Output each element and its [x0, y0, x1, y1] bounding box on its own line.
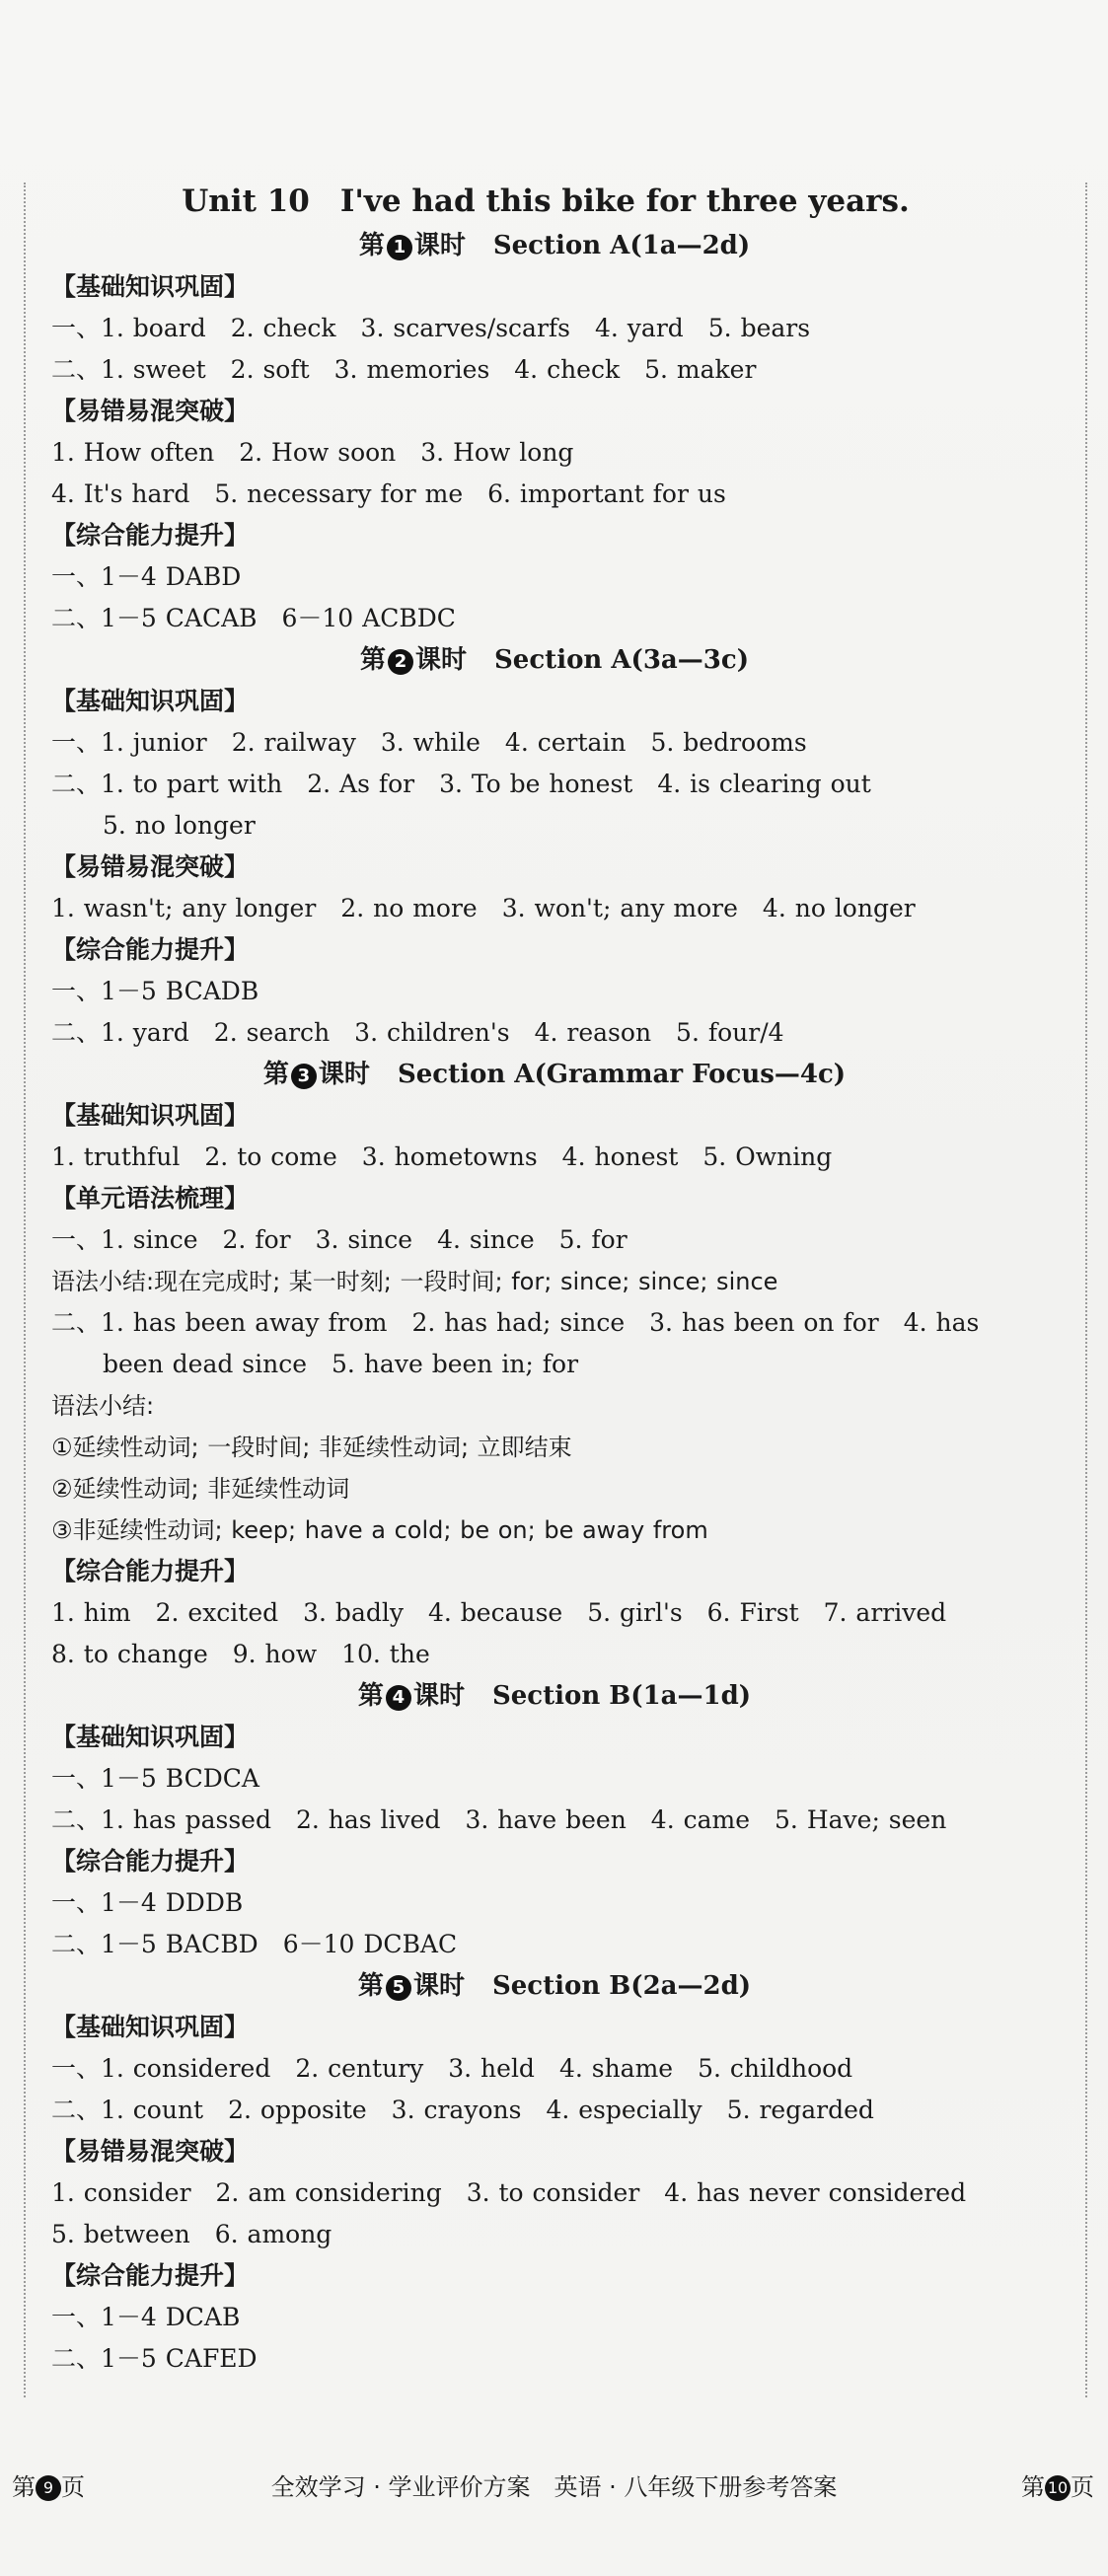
- lesson-number-badge: 3: [291, 1064, 317, 1089]
- answer-line: 二、1. count 2. opposite 3. crayons 4. especially 5. regarded: [51, 2096, 874, 2124]
- lesson-section-label: Section A(3a—3c): [494, 645, 749, 675]
- answer-line: 一、1. board 2. check 3. scarves/scarfs 4. yard 5. bears: [51, 314, 811, 342]
- answer-line: 二、1. yard 2. search 3. children's 4. reason 5. four/4: [51, 1018, 784, 1047]
- grammar-summary-line: 语法小结:现在完成时; 某一时刻; 一段时间; for; since; since; since: [51, 1268, 778, 1295]
- exercise-section-heading: 【综合能力提升】: [51, 521, 250, 550]
- right-dotted-margin-line: [1085, 183, 1087, 2397]
- answer-line: 二、1. has passed 2. has lived 3. have been 4. came 5. Have; seen: [51, 1805, 947, 1834]
- answer-line: been dead since 5. have been in; for: [103, 1350, 579, 1378]
- answer-line: 一、1. junior 2. railway 3. while 4. certain 5. bedrooms: [51, 728, 807, 757]
- lesson-suffix: 课时: [412, 1681, 465, 1711]
- answer-line: 二、1－5 BACBD 6－10 DCBAC: [51, 1930, 458, 1958]
- lesson-suffix: 课时: [318, 1060, 370, 1089]
- exercise-section-heading: 【综合能力提升】: [51, 1557, 250, 1585]
- footer-right-num-badge: 10: [1045, 2475, 1071, 2501]
- answer-line: 4. It's hard 5. necessary for me 6. important for us: [51, 479, 726, 508]
- answer-line: 一、1－4 DABD: [51, 562, 242, 591]
- answer-line: 1. him 2. excited 3. badly 4. because 5. girl's 6. First 7. arrived: [51, 1598, 947, 1627]
- lesson-section-label: Section A(Grammar Focus—4c): [397, 1060, 847, 1089]
- lesson-section-label: Section A(1a—2d): [492, 231, 751, 260]
- exercise-section-heading: 【综合能力提升】: [51, 935, 250, 964]
- answer-content: [51, 178, 1058, 2380]
- lesson-heading: [51, 1965, 1058, 2007]
- answer-line: 二、1. sweet 2. soft 3. memories 4. check 5. maker: [51, 355, 757, 384]
- lesson-suffix: 课时: [413, 231, 466, 260]
- footer-left-num-badge: 9: [36, 2475, 61, 2501]
- answer-line: 5. no longer: [103, 811, 256, 840]
- answer-line: 一、1. considered 2. century 3. held 4. shame 5. childhood: [51, 2054, 853, 2083]
- exercise-section-heading: 【易错易混突破】: [51, 397, 250, 425]
- answer-line: 5. between 6. among: [51, 2220, 332, 2248]
- lesson-number-badge: 2: [388, 649, 413, 675]
- exercise-section-heading: 【基础知识巩固】: [51, 272, 250, 301]
- lesson-section-label: Section B(1a—1d): [491, 1681, 752, 1711]
- answer-line: 二、1－5 CACAB 6－10 ACBDC: [51, 604, 456, 632]
- footer-left-suffix: 页: [61, 2473, 85, 2501]
- lesson-heading: [51, 1675, 1058, 1717]
- grammar-summary-line: ③非延续性动词; keep; have a cold; be on; be away from: [51, 1516, 708, 1544]
- lesson-prefix: 第: [360, 645, 387, 675]
- lesson-suffix: 课时: [412, 1971, 465, 2001]
- answer-line: 一、1－5 BCDCA: [51, 1764, 259, 1793]
- exercise-section-heading: 【综合能力提升】: [51, 1847, 250, 1876]
- left-dotted-margin-line: [24, 183, 26, 2397]
- lesson-prefix: 第: [357, 1681, 384, 1711]
- grammar-summary-line: 语法小结:: [51, 1392, 155, 1420]
- answer-line: 8. to change 9. how 10. the: [51, 1640, 430, 1668]
- answer-line: 1. wasn't; any longer 2. no more 3. won't; any more 4. no longer: [51, 894, 916, 922]
- answer-line: 二、1. has been away from 2. has had; since 3. has been on for 4. has: [51, 1308, 980, 1337]
- lesson-heading: [51, 1054, 1058, 1095]
- lessons-container: [51, 225, 1058, 2380]
- lesson-number-badge: 4: [386, 1685, 411, 1711]
- answer-line: 一、1－4 DCAB: [51, 2303, 241, 2331]
- answer-line: 一、1－5 BCADB: [51, 977, 259, 1005]
- exercise-section-heading: 【基础知识巩固】: [51, 687, 250, 715]
- lesson-prefix: 第: [357, 1971, 384, 2001]
- exercise-section-heading: 【基础知识巩固】: [51, 1723, 250, 1751]
- lesson-prefix: 第: [262, 1060, 289, 1089]
- grammar-summary-line: ②延续性动词; 非延续性动词: [51, 1475, 350, 1503]
- footer-left-prefix: 第: [12, 2473, 36, 2501]
- exercise-section-heading: 【综合能力提升】: [51, 2261, 250, 2290]
- answer-line: 1. consider 2. am considering 3. to consider 4. has never considered: [51, 2178, 967, 2207]
- lesson-heading: [51, 639, 1058, 681]
- exercise-section-heading: 【基础知识巩固】: [51, 1101, 250, 1130]
- answer-line: 二、1－5 CAFED: [51, 2344, 258, 2373]
- answer-line: 一、1. since 2. for 3. since 4. since 5. for: [51, 1225, 628, 1254]
- footer-book-title: 全效学习 · 学业评价方案 英语 · 八年级下册参考答案: [270, 2473, 838, 2501]
- answer-line: 二、1. to part with 2. As for 3. To be honest 4. is clearing out: [51, 770, 871, 798]
- lesson-suffix: 课时: [415, 645, 468, 675]
- answer-line: 1. truthful 2. to come 3. hometowns 4. honest 5. Owning: [51, 1142, 833, 1171]
- lesson-number-badge: 5: [386, 1975, 411, 2001]
- exercise-section-heading: 【单元语法梳理】: [51, 1184, 250, 1213]
- footer-right-suffix: 页: [1071, 2473, 1094, 2501]
- lesson-prefix: 第: [358, 231, 385, 260]
- unit-title: Unit 10 I've had this bike for three years.: [182, 184, 910, 219]
- answer-line: 1. How often 2. How soon 3. How long: [51, 438, 574, 467]
- footer-right-prefix: 第: [1021, 2473, 1045, 2501]
- answer-line: 一、1－4 DDDB: [51, 1888, 244, 1917]
- lesson-heading: [51, 225, 1058, 266]
- grammar-summary-line: ①延续性动词; 一段时间; 非延续性动词; 立即结束: [51, 1434, 572, 1461]
- lesson-number-badge: 1: [387, 235, 412, 260]
- page-footer: [0, 2465, 1108, 2510]
- exercise-section-heading: 【基础知识巩固】: [51, 2013, 250, 2041]
- lesson-section-label: Section B(2a—2d): [491, 1971, 752, 2001]
- exercise-section-heading: 【易错易混突破】: [51, 852, 250, 881]
- footer-right-page-number: [1021, 2465, 1094, 2510]
- exercise-section-heading: 【易错易混突破】: [51, 2137, 250, 2166]
